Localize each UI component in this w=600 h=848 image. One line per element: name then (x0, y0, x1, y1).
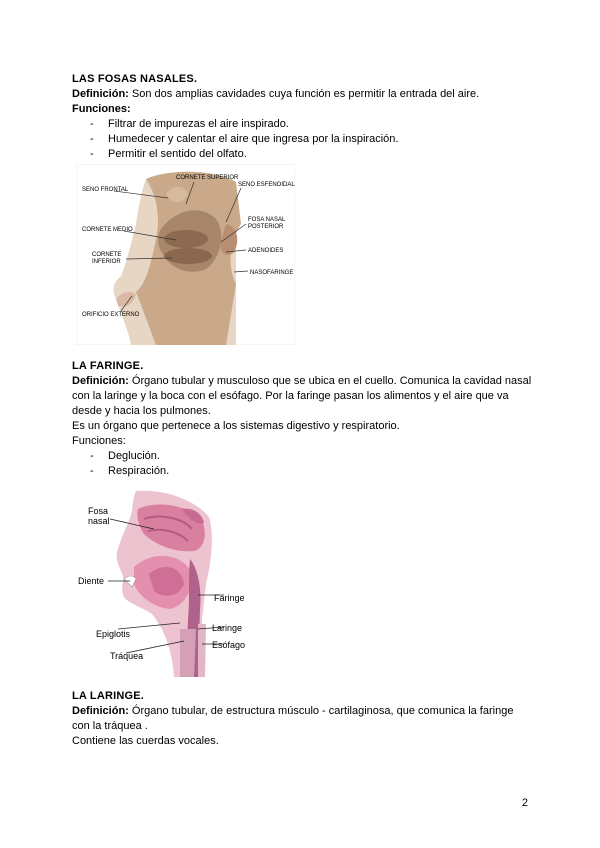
laringe-extra: Contiene las cuerdas vocales. (72, 735, 219, 747)
section-title-laringe: LA LARINGE. (72, 690, 145, 702)
label-cornete: CORNETE (92, 252, 122, 258)
definition-faringe (72, 374, 532, 419)
label-fosa-posterior: POSTERIOR (248, 224, 284, 230)
label-cornete-medio: CORNETE MEDIO (82, 227, 133, 233)
label-fosa: Fosa (88, 506, 109, 516)
definition-text: Órgano tubular, de estructura músculo - cartilaginosa, que comunica la faringe con la tráquea . (72, 705, 514, 732)
definition-label: Definición: (72, 705, 129, 717)
page-number: 2 (521, 797, 528, 809)
label-traquea: Tráquea (110, 651, 144, 661)
list-item: - Humedecer y calentar el aire que ingresa por la inspiración. (90, 132, 532, 147)
label-inferior: INFERIOR (92, 259, 121, 265)
label-orificio-externo: ORIFICIO EXTERNO (82, 312, 140, 318)
pharynx-illustration (74, 489, 272, 677)
section-title-fosas-nasales: LAS FOSAS NASALES. (72, 73, 198, 85)
label-adenoides: ADENOIDES (248, 248, 284, 254)
label-nasofaringe: NASOFARINGE (250, 270, 294, 276)
label-laringe: Laringe (212, 623, 243, 633)
definition-label: Definición: (72, 375, 129, 387)
label-cornete-superior: CORNETE SUPERIOR (176, 175, 239, 181)
label-faringe: Faringe (214, 593, 245, 603)
label-fosa-nasal: FOSA NASAL (248, 217, 286, 223)
label-seno-frontal: SENO FRONTAL (82, 187, 129, 193)
functions-list-faringe (72, 449, 532, 479)
label-seno-esfenoidal: SENO ESFENOIDAL (238, 182, 295, 188)
label-nasal: nasal (88, 516, 110, 526)
document-page (72, 72, 532, 749)
label-diente: Diente (78, 576, 105, 586)
definition-text: Órgano tubular y musculoso que se ubica en el cuello. Comunica la cavidad nasal con la laringe y la boca con el esófago. Por la faringe pasan los alimentos y el aire que va desde y hacia los pulmones. (72, 375, 532, 417)
list-item: - Respiración. (90, 464, 532, 479)
faringe-extra: Es un órgano que pertenece a los sistemas digestivo y respiratorio. (72, 420, 400, 432)
functions-list-fosas (72, 117, 532, 162)
nasal-cavity-illustration (76, 164, 295, 345)
list-item: - Filtrar de impurezas el aire inspirado. (90, 117, 532, 132)
list-item: - Permitir el sentido del olfato. (90, 147, 532, 162)
definition-laringe (72, 704, 532, 734)
definition-label: Definición: (72, 88, 129, 100)
section-title-faringe: LA FARINGE. (72, 360, 144, 372)
label-epiglotis: Epiglotis (96, 629, 131, 639)
definition-text: Son dos amplias cavidades cuya función es permitir la entrada del aire. (128, 88, 480, 100)
functions-label: Funciones: (72, 103, 131, 115)
label-esofago: Esófago (212, 640, 246, 650)
functions-label: Funciones: (72, 435, 126, 447)
definition-fosas-nasales (72, 87, 532, 102)
list-item: - Deglución. (90, 449, 532, 464)
